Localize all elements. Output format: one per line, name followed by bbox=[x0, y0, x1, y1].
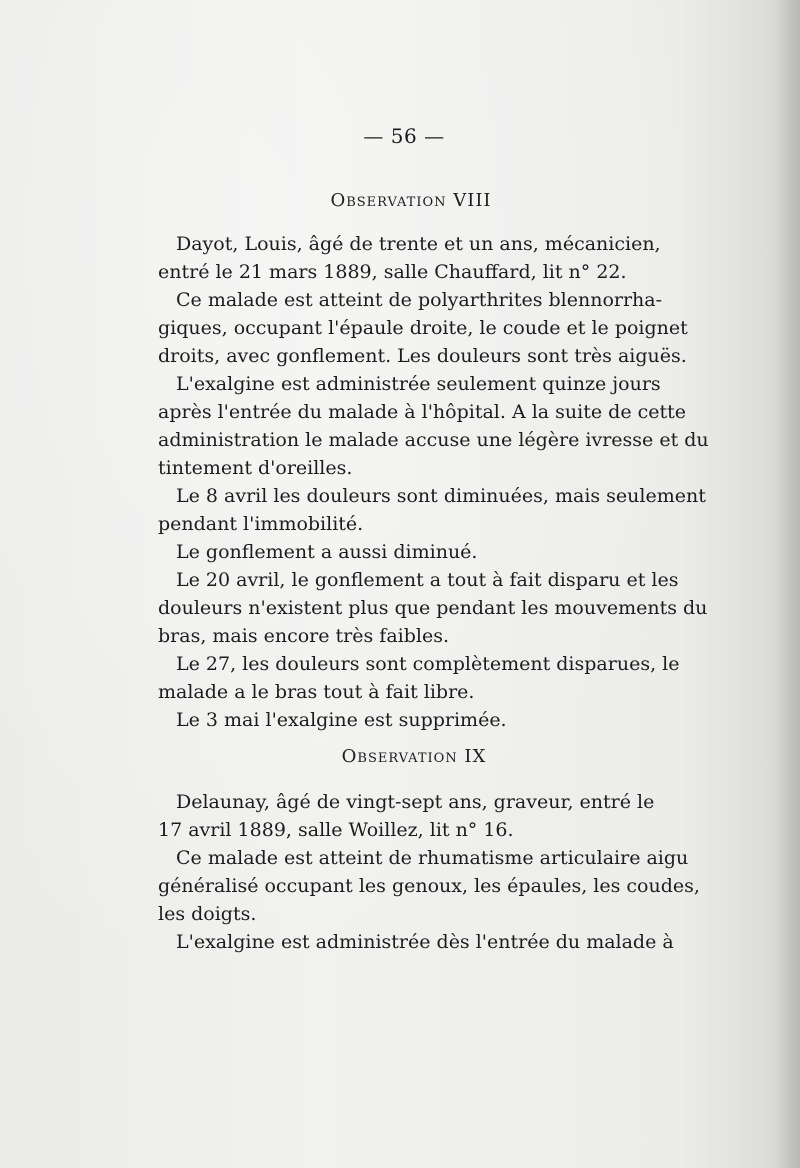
text-line: les doigts. bbox=[158, 903, 257, 925]
text-line: Ce malade est atteint de polyarthrites blennorrha- bbox=[176, 289, 663, 311]
text-line: Le 27, les douleurs sont complètement disparues, le bbox=[176, 653, 680, 675]
text-line: pendant l'immobilité. bbox=[158, 513, 364, 535]
text-line: malade a le bras tout à fait libre. bbox=[158, 681, 475, 703]
text-line: tintement d'oreilles. bbox=[158, 457, 353, 479]
page-edge-shadow bbox=[776, 0, 800, 1168]
text-line: Delaunay, âgé de vingt-sept ans, graveur, entré le bbox=[176, 791, 655, 813]
text-line: L'exalgine est administrée seulement quinze jours bbox=[176, 373, 661, 395]
text-line: Ce malade est atteint de rhumatisme articulaire aigu bbox=[176, 847, 689, 869]
text-line: administration le malade accuse une légère ivresse et du bbox=[158, 429, 709, 451]
text-line: entré le 21 mars 1889, salle Chauffard, lit n° 22. bbox=[158, 261, 627, 283]
text-line: Le 8 avril les douleurs sont diminuées, mais seulement bbox=[176, 485, 706, 507]
section-heading-observation-ix: Observation IX bbox=[341, 746, 487, 767]
text-line: Dayot, Louis, âgé de trente et un ans, mécanicien, bbox=[176, 233, 661, 255]
text-line: Le 20 avril, le gonflement a tout à fait disparu et les bbox=[176, 569, 679, 591]
text-line: après l'entrée du malade à l'hôpital. A la suite de cette bbox=[158, 401, 687, 423]
text-line: L'exalgine est administrée dès l'entrée du malade à bbox=[176, 931, 674, 953]
text-line: droits, avec gonflement. Les douleurs sont très aiguës. bbox=[158, 345, 687, 367]
text-line: Le 3 mai l'exalgine est supprimée. bbox=[176, 709, 507, 731]
text-line: giques, occupant l'épaule droite, le coude et le poignet bbox=[158, 317, 688, 339]
text-line: généralisé occupant les genoux, les épaules, les coudes, bbox=[158, 875, 700, 897]
text-line: 17 avril 1889, salle Woillez, lit n° 16. bbox=[158, 819, 514, 841]
text-line: douleurs n'existent plus que pendant les mouvements du bbox=[158, 597, 708, 619]
text-line: bras, mais encore très faibles. bbox=[158, 625, 450, 647]
text-line: Le gonflement a aussi diminué. bbox=[176, 541, 478, 563]
section-heading-observation-viii: Observation VIII bbox=[330, 190, 492, 211]
page-number: — 56 — bbox=[363, 124, 445, 148]
